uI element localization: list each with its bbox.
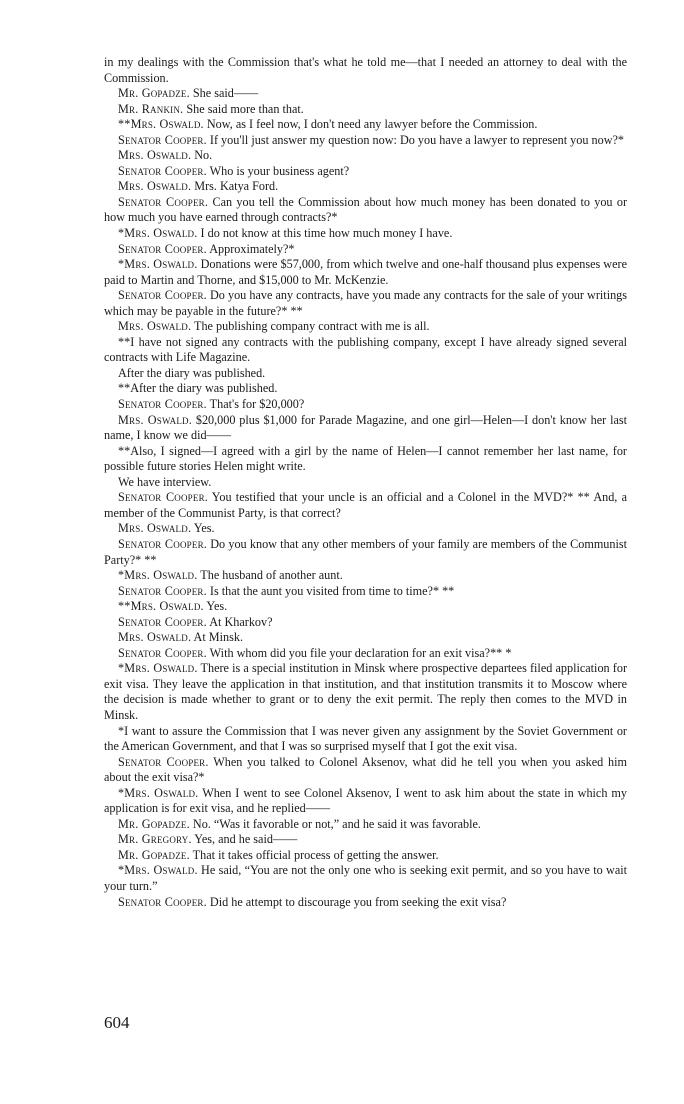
speaker-name: Mr. Gopadze. <box>118 86 190 101</box>
speech-text: Donations were $57,000, from which twelve and one-half thousand plus expenses were paid to Martin and Thorne, and $15,000 to Mr. McKenzie. <box>104 257 627 287</box>
speech-text: She said more than that. <box>183 101 304 116</box>
testimony-paragraph <box>104 584 627 600</box>
speech-text: Did he attempt to discourage you from seeking the exit visa? <box>206 894 507 909</box>
testimony-paragraph <box>104 257 627 288</box>
speaker-name: Senator Cooper. <box>118 614 207 629</box>
speaker-name: Senator Cooper. <box>118 397 207 412</box>
speech-text: in my dealings with the Commission that's what he told me—that I needed an attorney to deal with the Commission. <box>104 55 627 85</box>
speaker-name: Mrs. Oswald. <box>118 319 192 334</box>
speaker-name: *Mrs. Oswald. <box>118 226 198 241</box>
testimony-paragraph <box>104 148 627 164</box>
speaker-name: Mr. Gopadze. <box>118 847 190 862</box>
speech-text: He said, “You are not the only one who is seeking exit permit, and so you have to wait your turn.” <box>104 863 627 893</box>
testimony-paragraph <box>104 133 627 149</box>
speech-text: After the diary was published. <box>118 365 266 380</box>
speech-text: At Minsk. <box>191 630 243 645</box>
speech-text: Do you know that any other members of your family are members of the Communist Party?* ** <box>104 536 628 567</box>
speech-text: We have interview. <box>118 474 212 489</box>
testimony-paragraph <box>104 568 627 584</box>
speech-text: If you'll just answer my question now: Do you have a lawyer to represent you now?* <box>206 132 624 147</box>
speaker-name: *Mrs. Oswald. <box>118 257 198 272</box>
speech-text: Can you tell the Commission about how much money has been donated to you or how much you have earned through contracts?* <box>104 194 628 225</box>
speech-text: Yes. <box>191 521 215 536</box>
speaker-name: Senator Cooper. <box>118 645 207 660</box>
speaker-name: Senator Cooper. <box>118 241 207 256</box>
speaker-name: Mr. Rankin. <box>118 101 184 116</box>
page-number: 604 <box>104 1013 130 1032</box>
speech-text: *I want to assure the Commission that I was never given any assignment by the Soviet Government or the American Government, and that I was so surprised myself that I got the exit visa. <box>104 723 627 754</box>
speech-text: That it takes official process of getting the answer. <box>189 847 439 862</box>
speech-text: Approximately?* <box>206 241 295 256</box>
speaker-name: **Mrs. Oswald. <box>118 117 204 132</box>
speech-text: That's for $20,000? <box>206 397 305 412</box>
speaker-name: Senator Cooper. <box>118 288 207 303</box>
speech-text: She said—— <box>189 86 259 101</box>
speech-text: Yes. <box>203 599 228 614</box>
testimony-paragraph <box>104 817 627 833</box>
testimony-paragraph <box>104 599 627 615</box>
speaker-name: Mrs. Oswald. <box>118 412 192 427</box>
speech-text: No. “Was it favorable or not,” and he said it was favorable. <box>189 816 481 831</box>
testimony-paragraph <box>104 102 627 118</box>
testimony-paragraph <box>104 366 627 382</box>
testimony-text <box>104 55 627 910</box>
speaker-name: *Mrs. Oswald. <box>118 661 198 676</box>
speaker-name: Mr. Gopadze. <box>118 816 190 831</box>
testimony-paragraph <box>104 86 627 102</box>
speaker-name: Senator Cooper. <box>118 132 207 147</box>
testimony-paragraph <box>104 832 627 848</box>
speech-text: Now, as I feel now, I don't need any lawyer before the Commission. <box>203 117 538 132</box>
testimony-paragraph <box>104 117 627 133</box>
speech-text: Who is your business agent? <box>206 163 350 178</box>
testimony-paragraph <box>104 55 627 86</box>
speech-text: **Also, I signed—I agreed with a girl by the name of Helen—I cannot remember her last name, for possible future stories Helen might write. <box>104 443 627 474</box>
testimony-paragraph <box>104 895 627 911</box>
speaker-name: *Mrs. Oswald. <box>118 568 198 583</box>
speech-text: You testified that your uncle is an official and a Colonel in the MVD?* ** And, a member of the Communist Party, is that correct? <box>104 490 627 520</box>
speech-text: **I have not signed any contracts with the publishing company, except I have already signed several contracts with Life Magazine. <box>104 334 627 365</box>
speech-text: Is that the aunt you visited from time to time?* ** <box>206 583 455 598</box>
speech-text: There is a special institution in Minsk where prospective departees filed application for exit visa. They leave the application in that institution, and that institution transmits it to Moscow where the decision is made whether to grant or to deny the exit permit. The reply then comes to the MVD in Minsk. <box>104 661 628 722</box>
testimony-paragraph <box>104 786 627 817</box>
speech-text: Do you have any contracts, have you made any contracts for the sale of your writings which may be payable in the future?* ** <box>104 288 628 318</box>
speaker-name: Mrs. Oswald. <box>118 148 192 163</box>
speaker-name: Mrs. Oswald. <box>118 630 192 645</box>
speaker-name: *Mrs. Oswald. <box>118 785 199 800</box>
speaker-name: Senator Cooper. <box>118 490 209 505</box>
testimony-paragraph <box>104 521 627 537</box>
speaker-name: Senator Cooper. <box>118 583 207 598</box>
speaker-name: Mrs. Oswald. <box>118 179 192 194</box>
speaker-name: **Mrs. Oswald. <box>118 599 204 614</box>
testimony-paragraph <box>104 755 627 786</box>
testimony-paragraph <box>104 397 627 413</box>
testimony-paragraph <box>104 381 627 397</box>
testimony-paragraph <box>104 646 627 662</box>
testimony-paragraph <box>104 179 627 195</box>
speech-text: Yes, and he said—— <box>191 832 298 847</box>
speech-text: $20,000 plus $1,000 for Parade Magazine, and one girl—Helen—I don't know her last name, I know we did—— <box>104 412 628 443</box>
speech-text: The publishing company contract with me is all. <box>191 319 430 334</box>
testimony-paragraph <box>104 242 627 258</box>
testimony-paragraph <box>104 661 627 723</box>
testimony-paragraph <box>104 537 627 568</box>
testimony-paragraph <box>104 848 627 864</box>
testimony-paragraph <box>104 335 627 366</box>
speech-text: No. <box>191 148 213 163</box>
testimony-paragraph <box>104 226 627 242</box>
testimony-paragraph <box>104 615 627 631</box>
testimony-paragraph <box>104 444 627 475</box>
speaker-name: Mr. Gregory. <box>118 832 192 847</box>
testimony-paragraph <box>104 630 627 646</box>
testimony-paragraph <box>104 288 627 319</box>
testimony-paragraph <box>104 863 627 894</box>
speaker-name: Senator Cooper. <box>118 894 207 909</box>
speaker-name: Senator Cooper. <box>118 163 207 178</box>
speech-text: With whom did you file your declaration for an exit visa?** * <box>206 645 512 660</box>
testimony-paragraph <box>104 164 627 180</box>
testimony-paragraph <box>104 475 627 491</box>
testimony-paragraph <box>104 413 627 444</box>
speech-text: At Kharkov? <box>206 614 273 629</box>
speech-text: **After the diary was published. <box>118 381 278 396</box>
speech-text: I do not know at this time how much money I have. <box>197 226 453 241</box>
speaker-name: *Mrs. Oswald. <box>118 863 198 878</box>
speaker-name: Senator Cooper. <box>118 754 209 769</box>
testimony-paragraph <box>104 195 627 226</box>
testimony-paragraph <box>104 724 627 755</box>
testimony-paragraph <box>104 319 627 335</box>
speaker-name: Mrs. Oswald. <box>118 521 192 536</box>
speaker-name: Senator Cooper. <box>118 194 209 209</box>
testimony-paragraph <box>104 490 627 521</box>
speech-text: The husband of another aunt. <box>197 568 343 583</box>
speech-text: When you talked to Colonel Aksenov, what did he tell you when you asked him about the exit visa?* <box>104 754 627 785</box>
speech-text: When I went to see Colonel Aksenov, I went to ask him about the state in which my application is for exit visa, and he replied—— <box>104 785 628 816</box>
speech-text: Mrs. Katya Ford. <box>191 179 279 194</box>
speaker-name: Senator Cooper. <box>118 536 208 551</box>
